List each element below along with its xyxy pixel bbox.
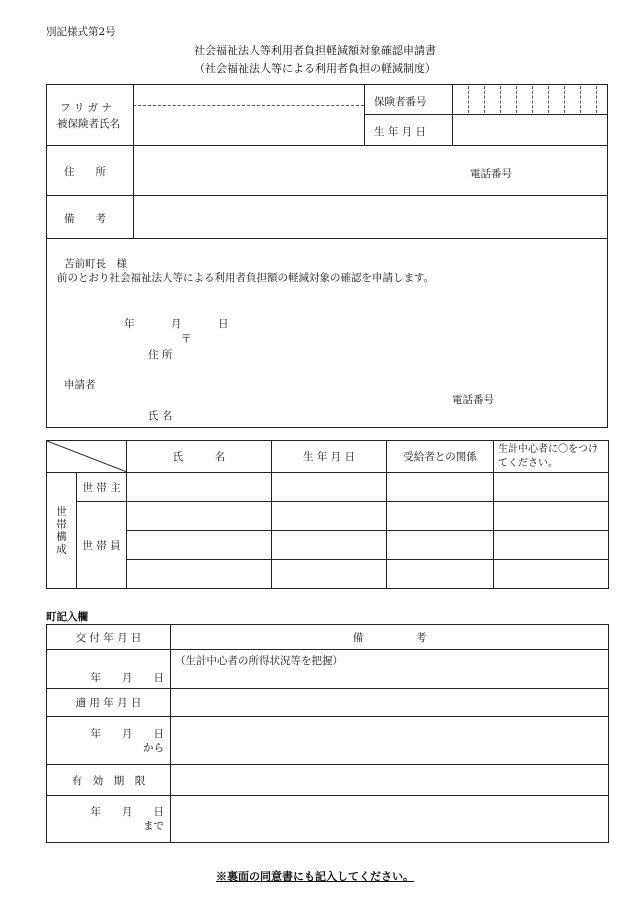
col-mark-header: 生計中心者に〇をつけてください。 [494,441,609,473]
diagonal-header-cell [47,441,127,473]
member-mark-cell[interactable] [494,560,609,589]
member-relation-cell[interactable] [387,560,494,589]
member-relation-cell[interactable] [387,502,494,531]
apply-date-text: 年 月 日 [90,727,164,740]
col-birth-header: 生 年 月 日 [272,441,387,473]
head-mark-cell[interactable] [494,473,609,502]
apply-date-remarks-cell[interactable] [171,689,609,717]
head-name-cell[interactable] [127,473,272,502]
validity-date-cell[interactable] [47,796,171,843]
applicant-name-label: 氏 名 [148,410,173,422]
member-name-cell[interactable] [127,502,272,531]
issue-date-label: 交 付 年 月 日 [47,625,171,650]
footer-note-wrap [0,868,630,884]
member-birth-cell[interactable] [272,531,387,560]
phone-label: 電話番号 [470,168,512,180]
validity-label: 有 効 期 限 [47,765,171,796]
date-month-label: 月 [171,318,182,330]
form-number: 別記様式第2号 [46,26,116,38]
validity-remarks-cell-2[interactable] [171,796,609,843]
member-mark-cell[interactable] [494,502,609,531]
town-table [46,624,609,843]
member-birth-cell[interactable] [272,502,387,531]
member-mark-cell[interactable] [494,531,609,560]
form-title: 社会福祉法人等利用者負担軽減額対象確認申請書 [194,44,436,57]
footer-note: ※裏面の同意書にも記入してください。 [216,870,414,883]
form-subtitle: （社会福祉法人等による利用者負担の軽減制度） [194,62,436,75]
head-relation-cell[interactable] [387,473,494,502]
declaration-statement: 前のとおり社会福祉法人等による利用者負担額の軽減対象の確認を申請します。 [57,272,435,284]
household-head-label: 世 帯 主 [77,473,127,502]
applicant-section [46,84,608,428]
member-name-cell[interactable] [127,560,272,589]
applicant-address-label: 住 所 [148,349,173,361]
date-day-label: 日 [218,318,229,330]
apply-date-cell[interactable] [47,717,171,765]
postal-mark: 〒 [181,333,192,345]
insured-name-label: 被保険者氏名 [57,118,120,130]
col-relation-header: 受給者との関係 [387,441,494,473]
addressee: 苫前町長 様 [64,258,127,270]
town-section-label: 町記入欄 [46,611,88,623]
until-label: まで [143,820,164,832]
member-relation-cell[interactable] [387,531,494,560]
issue-date-text: 年 月 日 [90,672,164,684]
apply-date-label: 適 用 年 月 日 [47,689,171,717]
town-remarks-header: 備 考 [171,625,609,650]
date-year-label: 年 [124,318,135,330]
member-name-cell[interactable] [127,531,272,560]
validity-date-text: 年 月 日 [90,806,164,818]
furigana-label: フ リ ガ ナ [60,102,113,114]
birth-date-label: 生 年 月 日 [374,126,427,138]
household-member-label: 世 帯 員 [77,502,127,589]
remarks-label: 備 考 [64,213,106,225]
validity-remarks-cell[interactable] [171,765,609,796]
apply-remarks-cell[interactable] [171,717,609,765]
col-name-header: 氏 名 [127,441,272,473]
issue-date-cell[interactable] [47,650,171,689]
household-side-label: 世帯構成 [47,473,77,589]
address-label: 住 所 [64,166,106,178]
income-note-cell[interactable] [171,650,609,689]
member-birth-cell[interactable] [272,560,387,589]
from-label: から [143,741,164,754]
head-birth-cell[interactable] [272,473,387,502]
applicant-phone-label: 電話番号 [452,394,494,406]
diagonal-line [47,441,127,472]
income-note: （生計中心者の所得状況等を把握） [175,655,343,667]
household-table [46,440,609,589]
applicant-label: 申請者 [64,379,96,391]
insurance-number-label: 保険者番号 [374,96,427,108]
